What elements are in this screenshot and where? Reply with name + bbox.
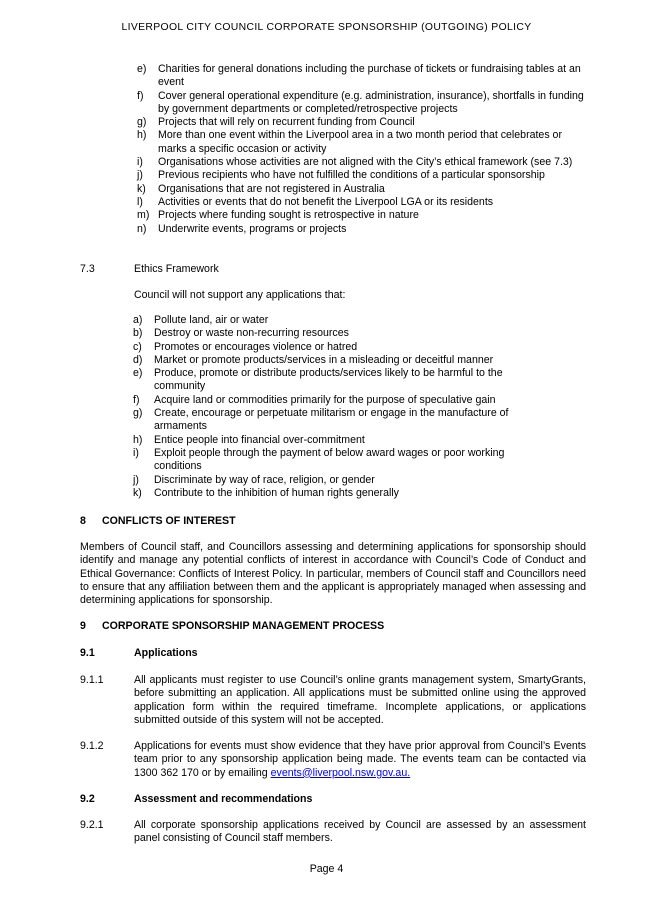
section-9-1-2-number: 9.1.2 <box>80 740 104 752</box>
list-item-text: More than one event within the Liverpool area in a two month period that celebrates or marks a specific occasion or activity <box>158 129 562 155</box>
list-item-text: Market or promote products/services in a misleading or deceitful manner <box>154 353 494 366</box>
list-item <box>137 129 587 156</box>
list-item <box>133 354 543 367</box>
events-email-link[interactable]: events@liverpool.nsw.gov.au. <box>270 766 411 779</box>
list-item <box>137 209 587 222</box>
list-item-text: Charities for general donations including the purchase of tickets or fundraising tables at an event <box>158 63 581 89</box>
list-item-text: Exploit people through the payment of below award wages or poor working conditions <box>154 446 505 473</box>
list-marker: d) <box>133 353 143 366</box>
section-8-number: 8 <box>80 515 86 527</box>
list-marker: f) <box>137 89 144 102</box>
list-item-text: Contribute to the inhibition of human rights generally <box>154 486 399 499</box>
list-marker: l) <box>137 195 143 208</box>
list-item <box>137 90 587 117</box>
list-item <box>137 116 587 129</box>
section-9-heading: CORPORATE SPONSORSHIP MANAGEMENT PROCESS <box>102 620 385 632</box>
list-marker: h) <box>133 433 143 446</box>
list-marker: m) <box>137 209 150 222</box>
list-item <box>137 223 587 236</box>
list-item <box>133 447 543 474</box>
list-item <box>133 327 543 340</box>
list-marker: h) <box>137 129 147 142</box>
list-item-text: Promotes or encourages violence or hatred <box>154 340 358 353</box>
list-marker: a) <box>133 314 143 326</box>
list-marker: i) <box>133 446 139 459</box>
list-item-text: Organisations that are not registered in Australia <box>158 182 385 195</box>
list-item <box>133 341 543 354</box>
ethics-list <box>133 314 543 500</box>
section-9-2-title: Assessment and recommendations <box>134 793 313 805</box>
section-9-2-number: 9.2 <box>80 793 95 805</box>
list-item-text: Discriminate by way of race, religion, or gender <box>154 473 375 486</box>
list-item-text: Destroy or waste non-recurring resources <box>154 327 349 340</box>
list-marker: j) <box>133 473 139 486</box>
list-item <box>133 487 543 500</box>
section-9-1-2-body: Applications for events must show evidence that they have prior approval from Council’s Events team prior to any sponsorship application being made. The events team can be contacted via 1300 362 170 or by emailing <box>134 740 586 779</box>
list-item-text: Create, encourage or perpetuate militarism or engage in the manufacture of armaments <box>154 407 509 433</box>
list-item-text: Acquire land or commodities primarily for the purpose of speculative gain <box>154 393 496 406</box>
section-9-2-1-number: 9.2.1 <box>80 819 104 831</box>
list-item <box>137 169 587 182</box>
list-marker: e) <box>137 63 147 75</box>
list-item <box>137 63 587 90</box>
list-item <box>133 407 543 434</box>
section-9-1-1-number: 9.1.1 <box>80 674 104 686</box>
list-marker: f) <box>133 393 140 406</box>
section-9-2-1-text: All corporate sponsorship applications received by Council are assessed by an assessment panel consisting of Council staff members. <box>134 819 586 845</box>
list-item <box>133 394 543 407</box>
page-number: Page 4 <box>309 863 344 875</box>
section-8-heading: CONFLICTS OF INTEREST <box>102 515 236 527</box>
exclusions-list <box>137 63 587 236</box>
section-9-1-number: 9.1 <box>80 647 95 659</box>
list-item <box>133 314 543 327</box>
section-7-3-number: 7.3 <box>80 263 95 275</box>
section-9-1-title: Applications <box>134 647 198 659</box>
section-8-body: Members of Council staff, and Councillors assessing and determining applications for sponsorship should identify and manage any potential conflicts of interest in accordance with Council’s Code of Conduct and Ethical Governance: Conflicts of Interest Policy. In particular, members of Council staff and Councillors need to ensure that any affiliation between them and the applicant is appropriately managed when assessing and determining applications for sponsorship. <box>80 541 586 607</box>
list-item-text: Cover general operational expenditure (e.g. administration, insurance), shortfalls in funding by government departments or completed/retrospective projects <box>158 89 584 115</box>
section-9-1-1-text: All applicants must register to use Council’s online grants management system, SmartyGrants, before submitting an application. All applications must be submitted online using the approved application form within the required timeframe. Incomplete applications, or applications submitted outside of this system will not be accepted. <box>134 674 586 726</box>
list-marker: e) <box>133 367 143 380</box>
list-marker: j) <box>137 169 143 182</box>
list-marker: g) <box>137 116 147 129</box>
list-marker: k) <box>133 486 142 499</box>
list-item <box>133 474 543 487</box>
list-item-text: Previous recipients who have not fulfilled the conditions of a particular sponsorship <box>158 169 545 182</box>
list-item-text: Activities or events that do not benefit the Liverpool LGA or its residents <box>158 195 494 208</box>
list-item <box>133 434 543 447</box>
list-item <box>133 367 543 394</box>
list-marker: k) <box>137 182 146 195</box>
list-marker: b) <box>133 327 143 340</box>
list-marker: i) <box>137 156 143 169</box>
list-item-text: Pollute land, air or water <box>154 314 269 326</box>
list-item <box>137 196 587 209</box>
list-item-text: Produce, promote or distribute products/services likely to be harmful to the community <box>154 367 503 393</box>
section-7-3-intro: Council will not support any applications that: <box>134 289 346 301</box>
list-item-text: Organisations whose activities are not aligned with the City’s ethical framework (see 7.3) <box>158 156 573 169</box>
list-item-text: Underwrite events, programs or projects <box>158 222 347 235</box>
list-marker: g) <box>133 407 143 420</box>
section-9-1-2-text <box>134 740 586 780</box>
list-item-text: Projects where funding sought is retrospective in nature <box>158 209 419 222</box>
list-item-text: Projects that will rely on recurrent funding from Council <box>158 116 415 129</box>
list-item-text: Entice people into financial over-commitment <box>154 433 365 446</box>
list-marker: c) <box>133 340 142 353</box>
section-9-number: 9 <box>80 620 86 632</box>
page-header: LIVERPOOL CITY COUNCIL CORPORATE SPONSORSHIP (OUTGOING) POLICY <box>121 22 532 33</box>
list-item <box>137 156 587 169</box>
list-item <box>137 183 587 196</box>
section-7-3-title: Ethics Framework <box>134 263 219 275</box>
list-marker: n) <box>137 222 147 235</box>
